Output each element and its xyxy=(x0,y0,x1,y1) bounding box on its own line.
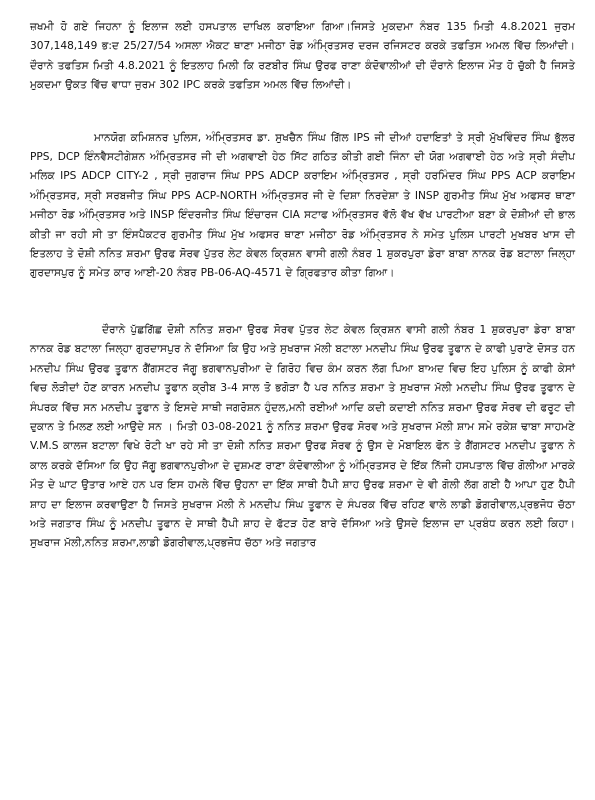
paragraph-arrest-details: ਮਾਨਯੋਗ ਕਮਿਸ਼ਨਰ ਪੁਲਿਸ, ਅੰਮ੍ਰਿਤਸਰ ਡਾ. ਸੁਖਚੈਨ ਸਿੰਘ ਗਿੱਲ IPS ਜੀ ਦੀਆਂ ਹਦਾਇਤਾਂ ਤੇ ਸ੍ਰੀ ਮੁੱਖਵਿੰਦਰ ਸਿੰਘ ਭੁੱਲਰ PPS, DCP ਇੰਨਵੈਸਟੀਗੇਸ਼ਨ ਅੰਮ੍ਰਿਤਸਰ ਜੀ ਦੀ ਅਗਵਾਈ ਹੇਠ ਸਿੱਟ ਗਠਿਤ ਕੀਤੀ ਗਈ ਜਿੰਨਾ ਦੀ ਯੋਗ ਅਗਵਾਈ ਹੇਠ ਅਤੇ ਸ੍ਰੀ ਸੰਦੀਪ ਮਲਿਕ IPS ADCP CITY-2 , ਸ੍ਰੀ ਜੁਗਰਾਜ ਸਿੰਘ PPS ADCP ਕਰਾਇਮ ਅੰਮ੍ਰਿਤਸਰ , ਸ੍ਰੀ ਹਰਮਿੰਦਰ ਸਿੰਘ PPS ACP ਕਰਾਇਮ ਅੰਮ੍ਰਿਤਸਰ, ਸ੍ਰੀ ਸਰਬਜੀਤ ਸਿੰਘ PPS ACP-NORTH ਅੰਮ੍ਰਿਤਸਰ ਜੀ ਦੇ ਦਿਸ਼ਾ ਨਿਰਦੇਸ਼ਾ ਤੇ INSP ਗੁਰਮੀਤ ਸਿੰਘ ਮੁੱਖ ਅਫਸਰ ਥਾਣਾ ਮਜੀਠਾ ਰੋਡ ਅੰਮ੍ਰਿਤਸਰ ਅਤੇ INSP ਇੰਦਰਜੀਤ ਸਿੰਘ ਇੰਚਾਰਜ CIA ਸਟਾਫ ਅੰਮ੍ਰਿਤਸਰ ਵੱਲੋ ਵੱਖ ਵੱਖ ਪਾਰਟੀਆ ਬਣਾ ਕੇ ਦੋਸ਼ੀਆਂ ਦੀ ਭਾਲ ਕੀਤੀ ਜਾ ਰਹੀ ਸੀ ਤਾ ਇੰਸਪੈਕਟਰ ਗੁਰਮੀਤ ਸਿੰਘ ਮੁੱਖ ਅਫਸਰ ਥਾਣਾ ਮਜੀਠਾ ਰੋਡ ਅੰਮ੍ਰਿਤਸਰ ਨੇ ਸਮੇਤ ਪੁਲਿਸ ਪਾਰਟੀ ਮੁਖਬਰ ਖਾਸ ਦੀ ਇਤਲਾਹ ਤੇ ਦੋਸ਼ੀ ਨਨਿਤ ਸ਼ਰਮਾ ਉਰਫ ਸੋਰਵ ਪੁੱਤਰ ਲੇਟ ਕੇਵਲ ਕ੍ਰਿਸ਼ਨ ਵਾਸੀ ਗਲੀ ਨੰਬਰ 1 ਸ਼ੁਕਰਪੁਰਾ ਡੇਰਾ ਬਾਬਾ ਨਾਨਕ ਰੋਡ ਬਟਾਲਾ ਜਿਲ੍ਹਾ ਗੁਰਦਾਸਪੁਰ ਨੂੰ ਸਮੇਤ ਕਾਰ ਆਈ-20 ਨੰਬਰ PB-06-AQ-4571 ਦੇ ਗ੍ਰਿਫਤਾਰ ਕੀਤਾ ਗਿਆ। xyxy=(30,131,575,280)
paragraph-interrogation: ਦੌਰਾਨੇ ਪੁੱਛਗਿੱਛ ਦੋਸ਼ੀ ਨਨਿਤ ਸ਼ਰਮਾ ਉਰਫ ਸੋਰਵ ਪੁੱਤਰ ਲੇਟ ਕੇਵਲ ਕ੍ਰਿਸ਼ਨ ਵਾਸੀ ਗਲੀ ਨੰਬਰ 1 ਸ਼ੁਕਰਪੁਰਾ ਡੇਰਾ ਬਾਬਾ ਨਾਨਕ ਰੋਡ ਬਟਾਲਾ ਜਿਲ੍ਹਾ ਗੁਰਦਾਸਪੁਰ ਨੇ ਦੱਸਿਆ ਕਿ ਉਹ ਅਤੇ ਸੁਖਰਾਜ ਮੱਲੀ ਬਟਾਲਾ ਮਨਦੀਪ ਸਿੰਘ ਉਰਫ ਤੂਫਾਨ ਦੇ ਕਾਫੀ ਪੁਰਾਣੇ ਦੋਸਤ ਹਨ ਮਨਦੀਪ ਸਿੰਘ ਉਰਫ ਤੂਫਾਨ ਗੈਂਗਸਟਰ ਜੱਗੂ ਭਗਵਾਨਪੁਰੀਆ ਦੇ ਗਿਰੋਹ ਵਿਚ ਕੰਮ ਕਰਨ ਲੱਗ ਪਿਆ ਬਾਅਦ ਵਿਚ ਇਹ ਪੁਲਿਸ ਨੂੰ ਕਾਫੀ ਕੇਸਾਂ ਵਿਚ ਲੋੜੀਦਾਂ ਹੋਣ ਕਾਰਨ ਮਨਦੀਪ ਤੂਫਾਨ ਕ੍ਰੀਬ 3-4 ਸਾਲ ਤੋ ਭਗੋੜਾ ਹੈ ਪਰ ਨਨਿਤ ਸ਼ਰਮਾ ਤੇ ਸੁਖਰਾਜ ਮੱਲੀ ਮਨਦੀਪ ਸਿੰਘ ਉਰਫ ਤੂਫਾਨ ਦੇ ਸੰਪਰਕ ਵਿੱਚ ਸਨ ਮਨਦੀਪ ਤੂਫਾਨ ਤੇ ਇਸਦੇ ਸਾਥੀ ਜਗਰੋਸ਼ਨ ਹੁੰਦਲ,ਮਨੀ ਰਈਆਂ ਆਦਿ ਕਦੀ ਕਦਾਈ ਨਨਿਤ ਸ਼ਰਮਾ ਉਰਫ ਸੋਰਵ ਦੀ ਫਰੂਟ ਦੀ ਦੁਕਾਨ ਤੇ ਮਿਲਣ ਲਈ ਆਉਦੇ ਸਨ । ਮਿਤੀ 03-08-2021 ਨੂੰ ਨਨਿਤ ਸ਼ਰਮਾ ਉਰਫ ਸੋਰਵ ਅਤੇ ਸੁਖਰਾਜ ਮੱਲੀ ਸ਼ਾਮ ਸਮੇ ਰਕੇਸ਼ ਢਾਬਾ ਸਾਹਮਣੇ V.M.S ਕਾਲਜ ਬਟਾਲਾ ਵਿਖੇ ਰੋਟੀ ਖਾ ਰਹੇ ਸੀ ਤਾ ਦੋਸ਼ੀ ਨਨਿਤ ਸ਼ਰਮਾ ਉਰਫ ਸੋਰਵ ਨੂੰ ਉਸ ਦੇ ਮੋਬਾਇਲ ਫੋਨ ਤੇ ਗੈਂਗਸਟਰ ਮਨਦੀਪ ਤੂਫਾਨ ਨੇ ਕਾਲ ਕਰਕੇ ਦੱਸਿਆ ਕਿ ਉਹ ਜੱਗੂ ਭਗਵਾਨਪੁਰੀਆ ਦੇ ਦੁਸ਼ਮਣ ਰਾਣਾ ਕੰਦੋਵਾਲੀਆ ਨੂੰ ਅੰਮ੍ਰਿਤਸਰ ਦੇ ਇੱਕ ਨਿੱਜੀ ਹਸਪਤਾਲ ਵਿੱਚ ਗੋਲੀਆ ਮਾਰਕੇ ਮੌਤ ਦੇ ਘਾਟ ਉਤਾਰ ਆਏ ਹਨ ਪਰ ਇਸ ਹਮਲੇ ਵਿੱਚ ਉਹਨਾ ਦਾ ਇੱਕ ਸਾਥੀ ਹੈਪੀ ਸ਼ਾਹ ਉਰਫ ਸ਼ਰਮਾ ਦੇ ਵੀ ਗੋਲੀ ਲੱਗ ਗਈ ਹੈ ਆਪਾ ਹੁਣ ਹੈਪੀ ਸ਼ਾਹ ਦਾ ਇਲਾਜ ਕਰਵਾਉਣਾ ਹੈ ਜਿਸਤੇ ਸੁਖਰਾਜ ਮੱਲੀ ਨੇ ਮਨਦੀਪ ਸਿੰਘ ਤੂਫਾਨ ਦੇ ਸੰਪਰਕ ਵਿੱਚ ਰਹਿਣ ਵਾਲੇ ਲਾਡੀ ਡੋਗਰੀਵਾਲ,ਪ੍ਰਭਜੋਧ ਚੱਠਾ ਅਤੇ ਜਗਤਾਰ ਸਿੰਘ ਨੂੰ ਮਨਦੀਪ ਤੂਫਾਨ ਦੇ ਸਾਥੀ ਹੈਪੀ ਸ਼ਾਹ ਦੇ ਫੱਟੜ ਹੋਣ ਬਾਰੇ ਦੱਸਿਆ ਅਤੇ ਉਸਦੇ ਇਲਾਜ ਦਾ ਪ੍ਰਬੰਧ ਕਰਨ ਲਈ ਕਿਹਾ।ਸੁਖਰਾਜ ਮੱਲੀ,ਨਨਿਤ ਸ਼ਰਮਾ,ਲਾਡੀ ਡੋਗਰੀਵਾਲ,ਪ੍ਰਭਜੋਧ ਚੱਠਾ ਅਤੇ ਜਗਤਾਰ xyxy=(30,323,575,550)
paragraph-case-registration: ਜ਼ਖਮੀ ਹੋ ਗਏ ਜਿਹਨਾ ਨੂੰ ਇਲਾਜ ਲਈ ਹਸਪਤਾਲ ਦਾਖਿਲ ਕਰਾਇਆ ਗਿਆ।ਜਿਸਤੇ ਮੁਕਦਮਾ ਨੰਬਰ 135 ਮਿਤੀ 4.8.2021 ਜੁਰਮ 307,148,149 ਭ:ਦ 25/27/54 ਅਸਲਾ ਐਕਟ ਥਾਣਾ ਮਜੀਠਾ ਰੋਡ ਅੰਮ੍ਰਿਤਸਰ ਦਰਜ ਰਜਿਸਟਰ ਕਰਕੇ ਤਫਤਿਸ ਅਮਲ ਵਿੱਚ ਲਿਆਂਦੀ।ਦੌਰਾਨੇ ਤਫਤਿਸ ਮਿਤੀ 4.8.2021 ਨੂੰ ਇਤਲਾਹ ਮਿਲੀ ਕਿ ਰਣਬੀਰ ਸਿੰਘ ਉਰਫ ਰਾਣਾ ਕੰਦੋਵਾਲੀਆਂ ਦੀ ਦੌਰਾਨੇ ਇਲਾਜ ਮੌਤ ਹੋ ਚੁੱਕੀ ਹੈ ਜਿਸਤੇ ਮੁਕਦਮਾ ਉਕਤ ਵਿੱਚ ਵਾਧਾ ਜੁਰਮ 302 IPC ਕਰਕੇ ਤਫਤਿਸ ਅਮਲ ਵਿੱਚ ਲਿਆਂਦੀ। xyxy=(30,21,575,92)
